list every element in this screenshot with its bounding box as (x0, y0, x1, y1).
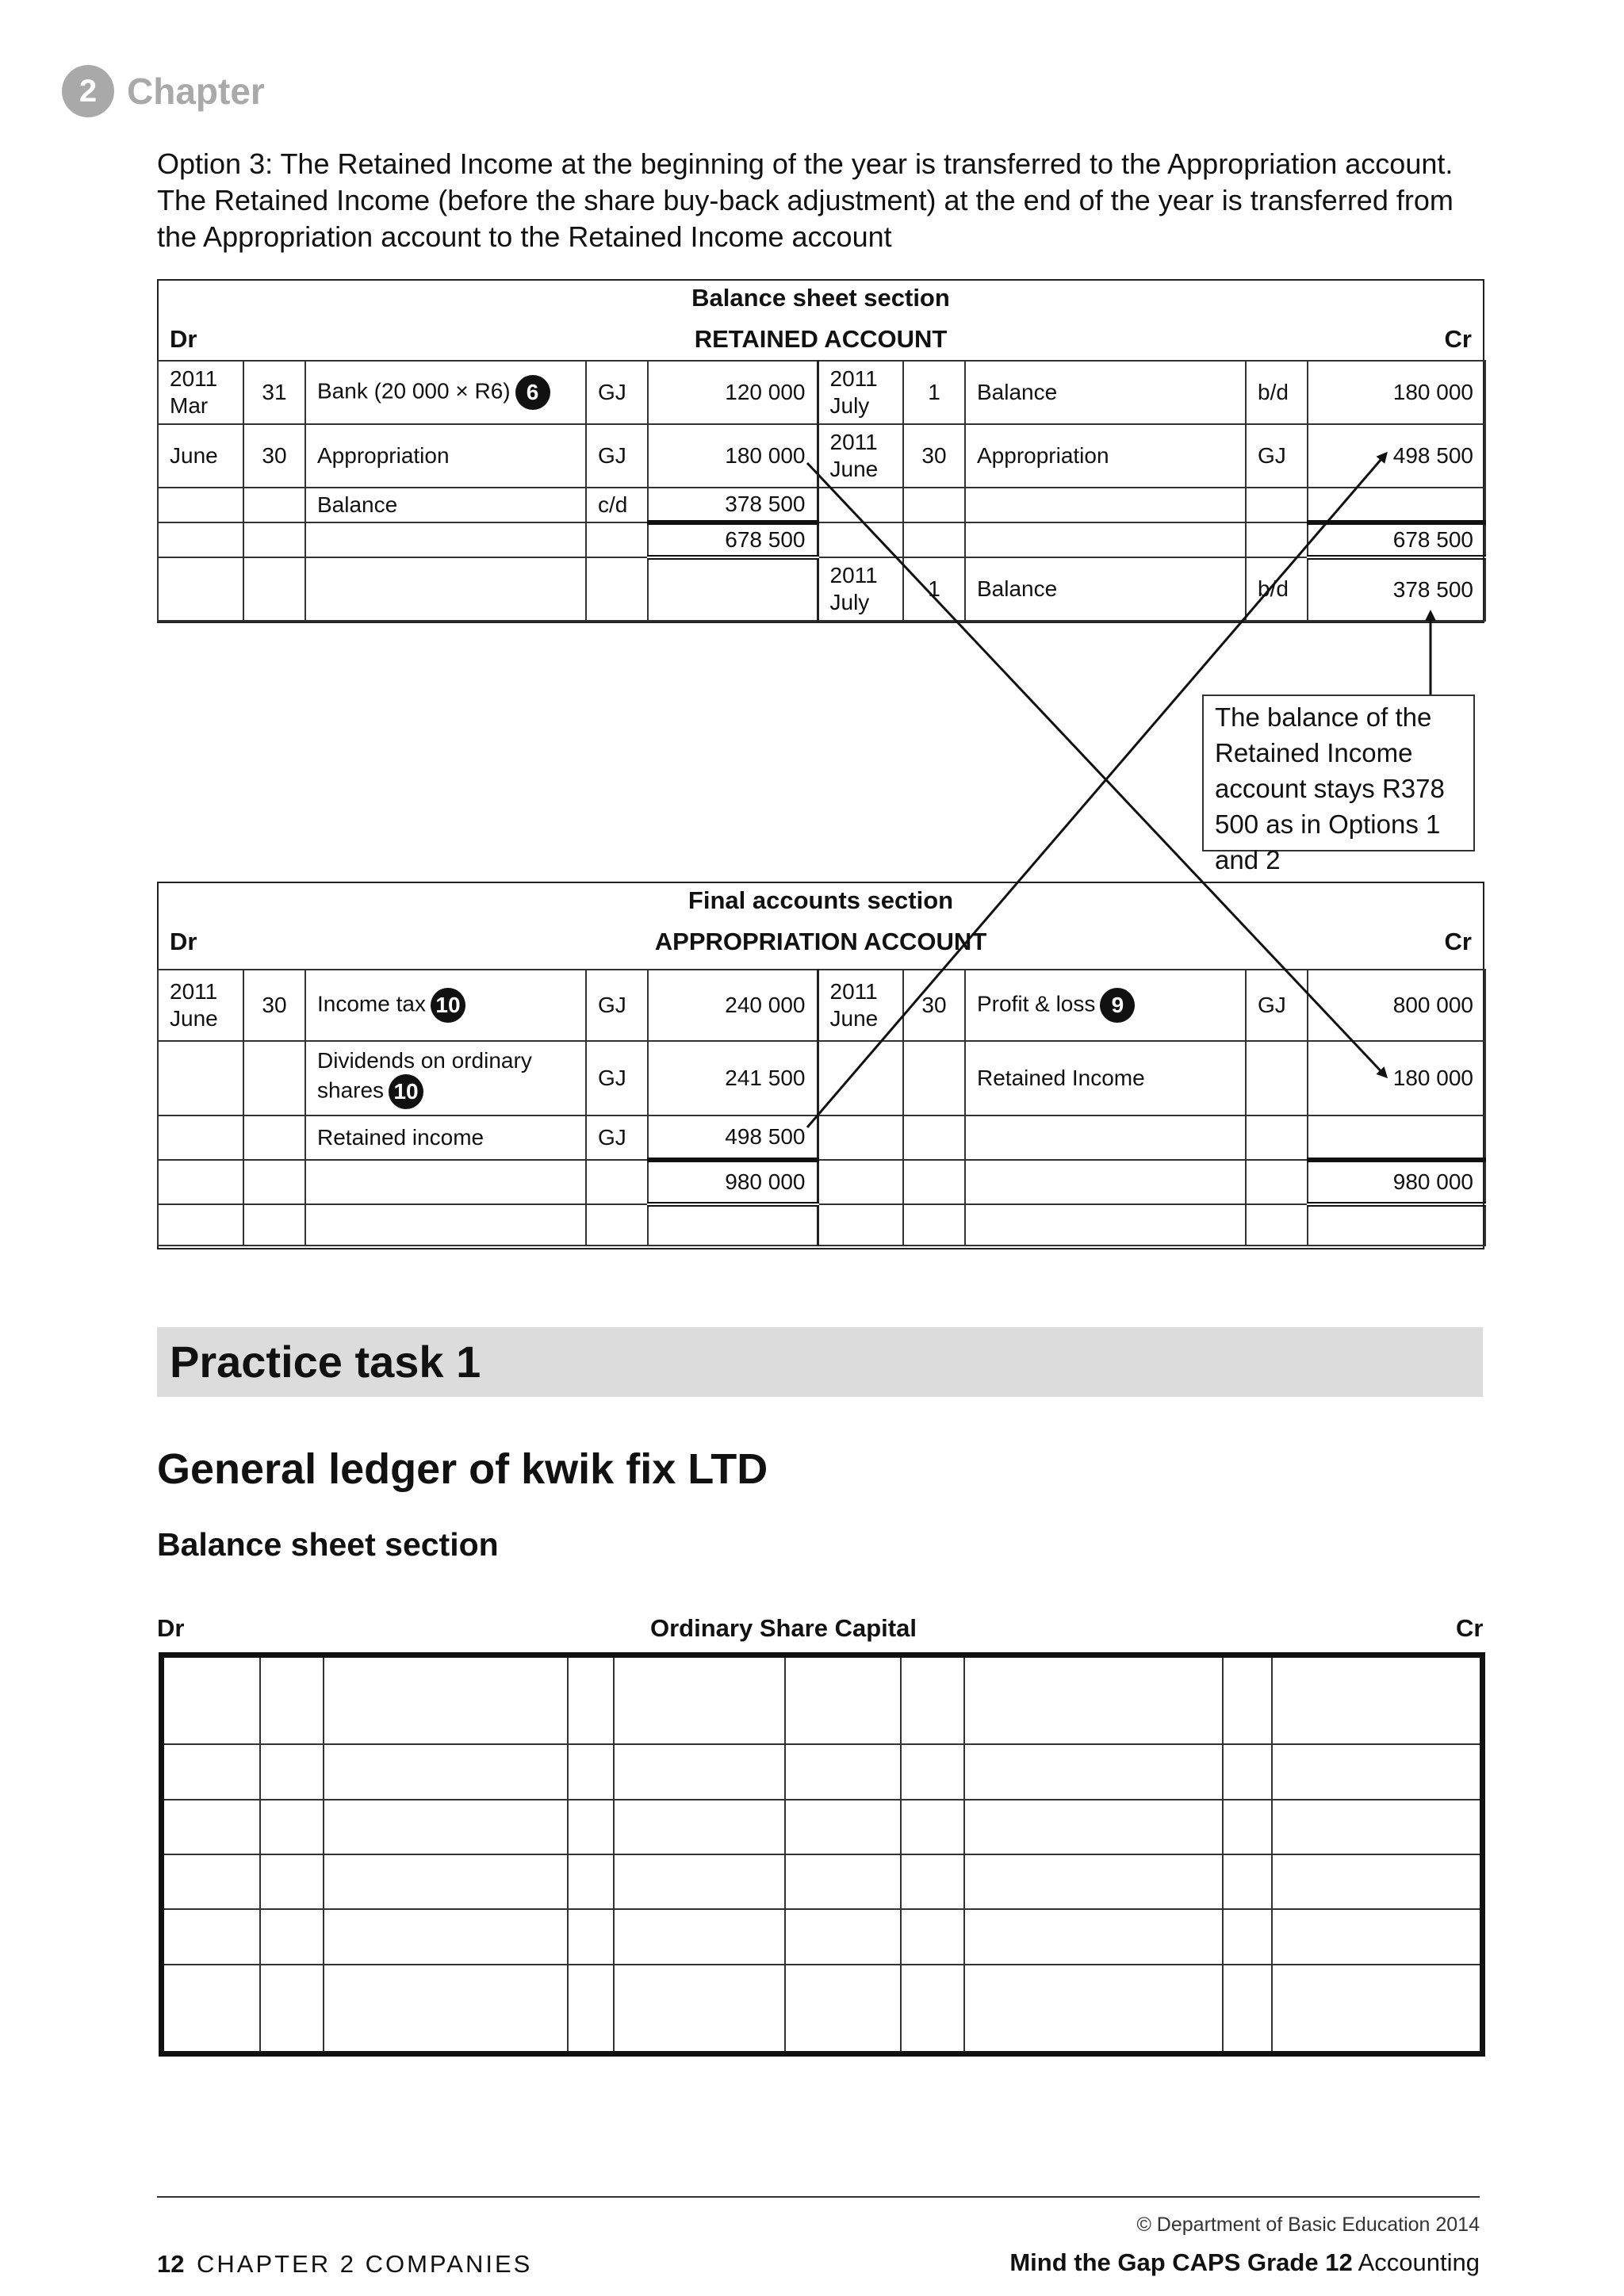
day-cell: 30 (903, 970, 965, 1041)
details-cell: Balance (965, 557, 1246, 621)
retained-cr-label: Cr (1444, 325, 1472, 353)
blank-row[interactable] (162, 1854, 1483, 1909)
amount-cell: 378 500 (1308, 557, 1485, 621)
date-cell: 2011 June (818, 424, 903, 488)
folio-cell: c/d (586, 488, 648, 522)
date-cell: 2011 June (818, 970, 903, 1041)
folio-cell: b/d (1246, 361, 1308, 424)
blank-row[interactable] (162, 1965, 1483, 2054)
reference-badge: 6 (515, 375, 550, 410)
folio-cell: b/d (1246, 557, 1308, 621)
copyright-text: © Department of Basic Education 2014 (1136, 2214, 1480, 2236)
folio-cell: GJ (1246, 970, 1308, 1041)
page-number: 12 (157, 2250, 185, 2278)
amount-cell: 180 000 (1308, 1041, 1485, 1115)
appropriation-cr-label: Cr (1444, 928, 1472, 955)
details-cell: Profit & loss 9 (965, 970, 1246, 1041)
details-cell: Balance (305, 488, 586, 522)
blank-row[interactable] (162, 1655, 1483, 1745)
total-cell: 678 500 (648, 522, 818, 557)
share-capital-cr-label: Cr (1456, 1614, 1484, 1642)
amount-cell: 498 500 (648, 1115, 818, 1160)
amount-cell: 240 000 (648, 970, 818, 1041)
balance-note-callout: The balance of the Retained Income account stays R378 500 as in Options 1 and 2 (1202, 695, 1475, 851)
date-cell: 2011 July (818, 557, 903, 621)
details-cell: Dividends on ordinary shares 10 (305, 1041, 586, 1115)
amount-cell: 498 500 (1308, 424, 1485, 488)
folio-cell: GJ (586, 424, 648, 488)
chapter-number-badge: 2 (62, 65, 114, 117)
amount-cell: 378 500 (648, 488, 818, 522)
details-cell: Balance (965, 361, 1246, 424)
appropriation-dr-label: Dr (170, 928, 197, 955)
blank-row[interactable] (162, 1744, 1483, 1799)
date-cell: June (158, 424, 243, 488)
day-cell: 30 (903, 424, 965, 488)
chapter-label: Chapter (127, 71, 265, 112)
folio-cell: GJ (586, 970, 648, 1041)
appropriation-account-title: APPROPRIATION ACCOUNT (654, 928, 987, 955)
share-capital-account-title: Ordinary Share Capital (650, 1614, 917, 1642)
date-cell: 2011 July (818, 361, 903, 424)
details-cell: Retained income (305, 1115, 586, 1160)
practice-task-title: Practice task 1 (170, 1337, 481, 1387)
total-cell: 980 000 (648, 1160, 818, 1204)
total-cell: 678 500 (1308, 522, 1485, 557)
details-cell: Appropriation (965, 424, 1246, 488)
footer-divider (157, 2196, 1480, 2198)
amount-cell: 180 000 (648, 424, 818, 488)
details-cell: Bank (20 000 × R6) 6 (305, 361, 586, 424)
amount-cell: 241 500 (648, 1041, 818, 1115)
day-cell: 1 (903, 361, 965, 424)
chapter-name: CHAPTER 2 COMPANIES (197, 2250, 533, 2278)
retained-account-title: RETAINED ACCOUNT (694, 325, 948, 353)
day-cell: 31 (243, 361, 305, 424)
folio-cell: GJ (586, 1041, 648, 1115)
amount-cell: 800 000 (1308, 970, 1485, 1041)
retained-dr-label: Dr (170, 325, 197, 353)
amount-cell: 180 000 (1308, 361, 1485, 424)
day-cell: 1 (903, 557, 965, 621)
amount-cell: 120 000 (648, 361, 818, 424)
details-cell: Appropriation (305, 424, 586, 488)
blank-ledger-table[interactable] (159, 1652, 1485, 2057)
date-cell: 2011 Mar (158, 361, 243, 424)
balance-sheet-section-title: Balance sheet section (157, 1526, 499, 1563)
intro-paragraph: Option 3: The Retained Income at the beginning of the year is transferred to the Appropriation account. The Retained Income (before the share buy-back adjustment) at the end of the year is transferred from the Appropriation account to the Retained Income account (157, 147, 1454, 253)
day-cell: 30 (243, 424, 305, 488)
date-cell: 2011 June (158, 970, 243, 1041)
details-cell: Income tax 10 (305, 970, 586, 1041)
reference-badge: 10 (431, 988, 465, 1023)
appropriation-section-heading: Final accounts section (688, 886, 954, 914)
reference-badge: 10 (389, 1074, 423, 1109)
folio-cell: GJ (1246, 424, 1308, 488)
share-capital-dr-label: Dr (157, 1614, 185, 1642)
day-cell: 30 (243, 970, 305, 1041)
book-title: Mind the Gap CAPS Grade 12 Accounting (1009, 2248, 1480, 2276)
details-cell: Retained Income (965, 1041, 1246, 1115)
retained-section-heading: Balance sheet section (691, 284, 950, 312)
reference-badge: 9 (1100, 988, 1135, 1023)
blank-row[interactable] (162, 1800, 1483, 1854)
folio-cell: GJ (586, 1115, 648, 1160)
blank-row[interactable] (162, 1909, 1483, 1964)
folio-cell: GJ (586, 361, 648, 424)
general-ledger-title: General ledger of kwik fix LTD (157, 1445, 768, 1493)
total-cell: 980 000 (1308, 1160, 1485, 1204)
